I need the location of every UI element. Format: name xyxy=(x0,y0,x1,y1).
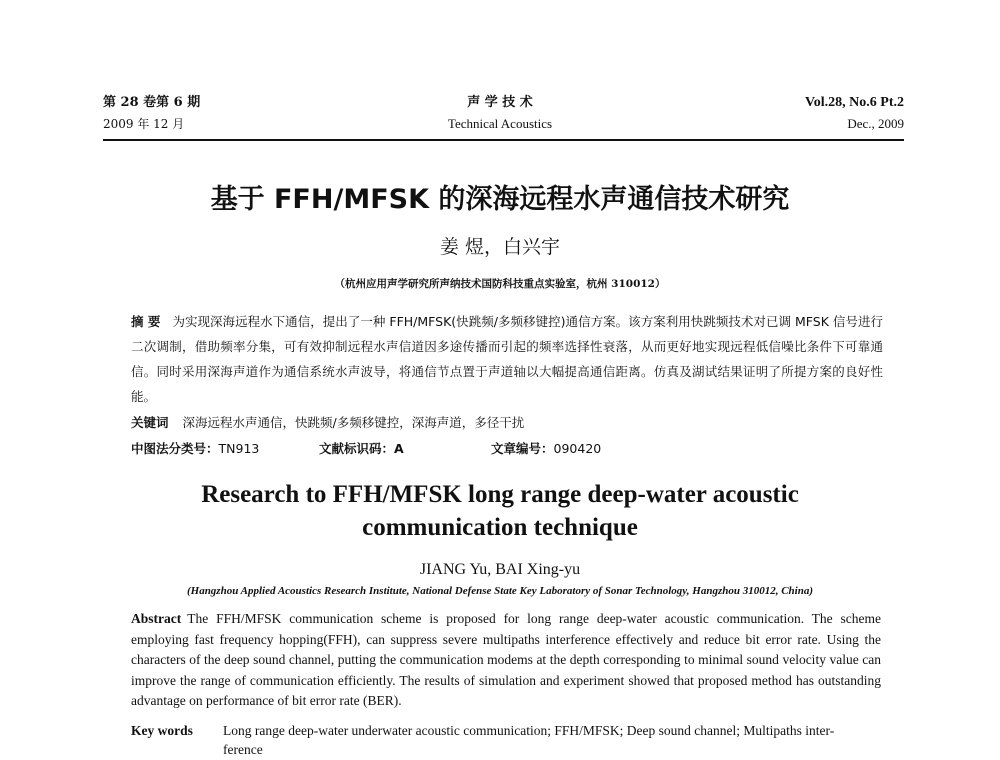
header-rule xyxy=(103,139,904,141)
classification-row xyxy=(131,440,891,458)
abstract-en xyxy=(131,609,881,712)
volume-en: Vol.28, No.6 Pt.2 xyxy=(804,95,904,110)
abstract-cn-label: 摘 要 xyxy=(131,314,161,329)
authors-en: JIANG Yu, BAI Xing-yu xyxy=(419,561,581,578)
keywords-en xyxy=(131,721,881,759)
keywords-cn-text: 深海远程水声通信，快跳频/多频移键控，深海声道，多径干扰 xyxy=(182,415,525,430)
affiliation-cn: （杭州应用声学研究所声纳技术国防科技重点实验室，杭州 310012） xyxy=(334,278,666,290)
keywords-cn-label: 关键词 xyxy=(131,415,169,430)
abstract-cn-text: 为实现深海远程水下通信，提出了一种 FFH/MFSK(快跳频/多频移键控)通信方案。该方案利用快跳频技术对已调 MFSK 信号进行二次调制，借助频率分集，可有效抑制远程水声信道因多途传播而引起的频率选择性衰落，从而更好地实现远程低信噪比条件下可靠通信。同时采用深海声道作为通信系统水声波导，将通信节点置于声道轴以大幅提高通信距离。仿真及湖试结果证明了所提方案的良好性能。 xyxy=(131,314,883,404)
doc-code-label: 文献标识码： xyxy=(319,441,395,456)
journal-cn: 声 学 技 术 xyxy=(467,95,533,110)
journal-en: Technical Acoustics xyxy=(447,116,553,131)
issue-cn: 第 28 卷第 6 期 xyxy=(103,95,201,110)
date-cn: 2009 年 12 月 xyxy=(103,117,185,131)
abstract-en-text: The FFH/MFSK communication scheme is proposed for long range deep-water acoustic communication. The scheme employing fast frequency hopping(FFH), can suppress severe multipaths interference effectively and reduce bit error rate. Using the characters of the deep sound channel, putting the communication modems at the depth corresponding to minimal sound velocity value can improve the range of communication efficiently. The results of simulation and experiment showed that proposed method has outstanding advantage on performance of bit error rate (BER). xyxy=(131,611,881,708)
abstract-en-label: Abstract xyxy=(131,611,182,626)
title-en-line2: communication technique xyxy=(362,514,638,541)
date-en: Dec., 2009 xyxy=(847,116,904,131)
authors-cn: 姜 煜，白兴宇 xyxy=(439,236,561,258)
keywords-en-label: Key words xyxy=(131,723,193,738)
article-no-label: 文章编号： xyxy=(491,441,554,456)
title-cn: 基于 FFH/MFSK 的深海远程水声通信技术研究 xyxy=(210,184,790,215)
title-en-line1: Research to FFH/MFSK long range deep-water acoustic xyxy=(201,481,799,508)
doc-code-value: A xyxy=(394,441,404,456)
title-en xyxy=(0,478,1000,544)
article-no-value: 090420 xyxy=(553,441,602,456)
keywords-cn xyxy=(131,414,524,432)
affiliation-en: (Hangzhou Applied Acoustics Research Institute, National Defense State Key Laboratory of Sonar Technology, Hangzhou 310012, China) xyxy=(186,585,814,597)
abstract-cn xyxy=(131,309,883,409)
keywords-en-text: Long range deep-water underwater acoustic communication; FFH/MFSK; Deep sound channel; Multipaths inter-ference xyxy=(223,723,835,757)
clc-label: 中图法分类号： xyxy=(131,441,219,456)
clc-value: TN913 xyxy=(218,441,260,456)
